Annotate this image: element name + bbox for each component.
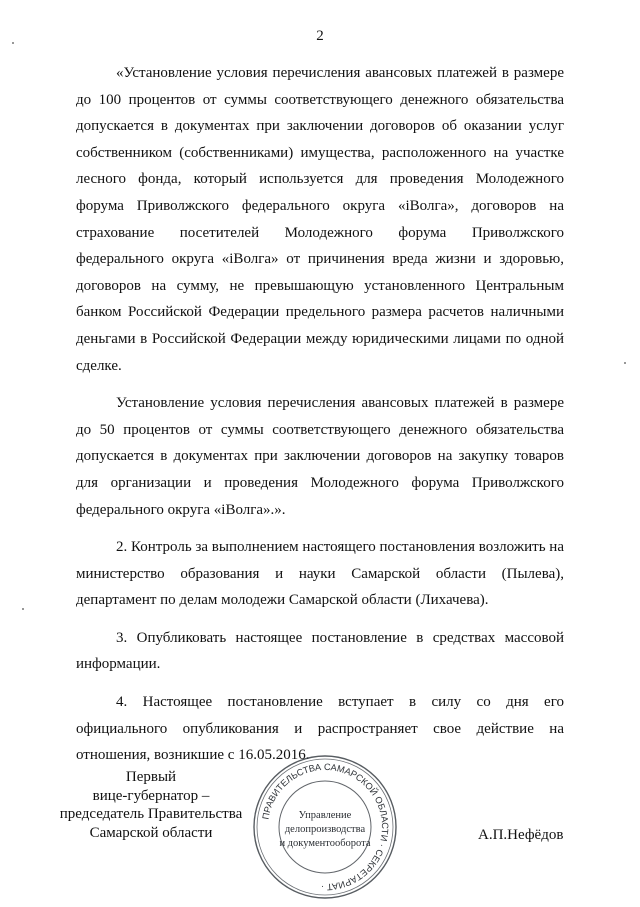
- paragraph-publish: 3. Опубликовать настоящее постановление в средствах массовой информации.: [76, 629, 564, 673]
- signatory-title-line: Самарской области: [89, 824, 213, 841]
- stamp-seal-graphic: [250, 752, 400, 902]
- paragraph-advance-payment-50: Установление условия перечисления авансовых платежей в размере до 50 процентов от суммы соответствующего денежного обязательства допускается в документах при заключении договоров на закупку товаров для организации и проведения Молодежного форума Приволжского федерального округа «iВолга».».: [76, 395, 564, 518]
- stamp-ring-text: ПРАВИТЕЛЬСТВА САМАРСКОЙ ОБЛАСТИ · СЕКРЕТАРИАТ ·: [260, 761, 391, 893]
- paragraph-effective-date: 4. Настоящее постановление вступает в силу со дня его официального опубликования и распространяет свое действие на отношения, возникшие с 16.05.2016.: [76, 694, 564, 764]
- stamp-center-line: делопроизводства: [284, 824, 366, 835]
- page-number: 2: [316, 28, 324, 44]
- document-body: [76, 60, 564, 780]
- paragraph-control: 2. Контроль за выполнением настоящего постановления возложить на министерство образования и науки Самарской области (Пылева), департамент по делам молодежи Самарской области (Лихачева).: [76, 539, 564, 609]
- signatory-title: [38, 768, 264, 842]
- signatory-name: А.П.Нефёдов: [478, 827, 564, 843]
- signatory-title-line: Первый: [125, 769, 177, 785]
- scan-speck: [22, 608, 24, 610]
- signatory-title-line: председатель Правительства: [59, 806, 243, 822]
- stamp-center-line: Управление: [298, 810, 352, 821]
- scan-speck: [12, 42, 14, 44]
- signatory-title-line: вице-губернатор –: [92, 787, 210, 804]
- scan-speck: [624, 362, 626, 364]
- paragraph-advance-payment-100: «Установление условия перечисления авансовых платежей в размере до 100 процентов от суммы соответствующего денежного обязательства допускается в документах при заключении договоров об оказании услуг собственником (собственниками) имущества, расположенного на участке лесного фонда, который используется для проведения Молодежного форума Приволжского федерального округа «iВолга», договоров на страхование посетителей Молодежного форума Приволжского федерального округа «iВолга» от причинения вреда жизни и здоровью, договоров на сумму, не превышающую установленного Центральным банком Российской Федерации предельного размера расчетов наличными деньгами в Российской Федерации между юридическими лицами по одной сделке.: [76, 65, 564, 374]
- stamp-center-line: и документооборота: [279, 838, 371, 849]
- official-stamp: [250, 752, 400, 902]
